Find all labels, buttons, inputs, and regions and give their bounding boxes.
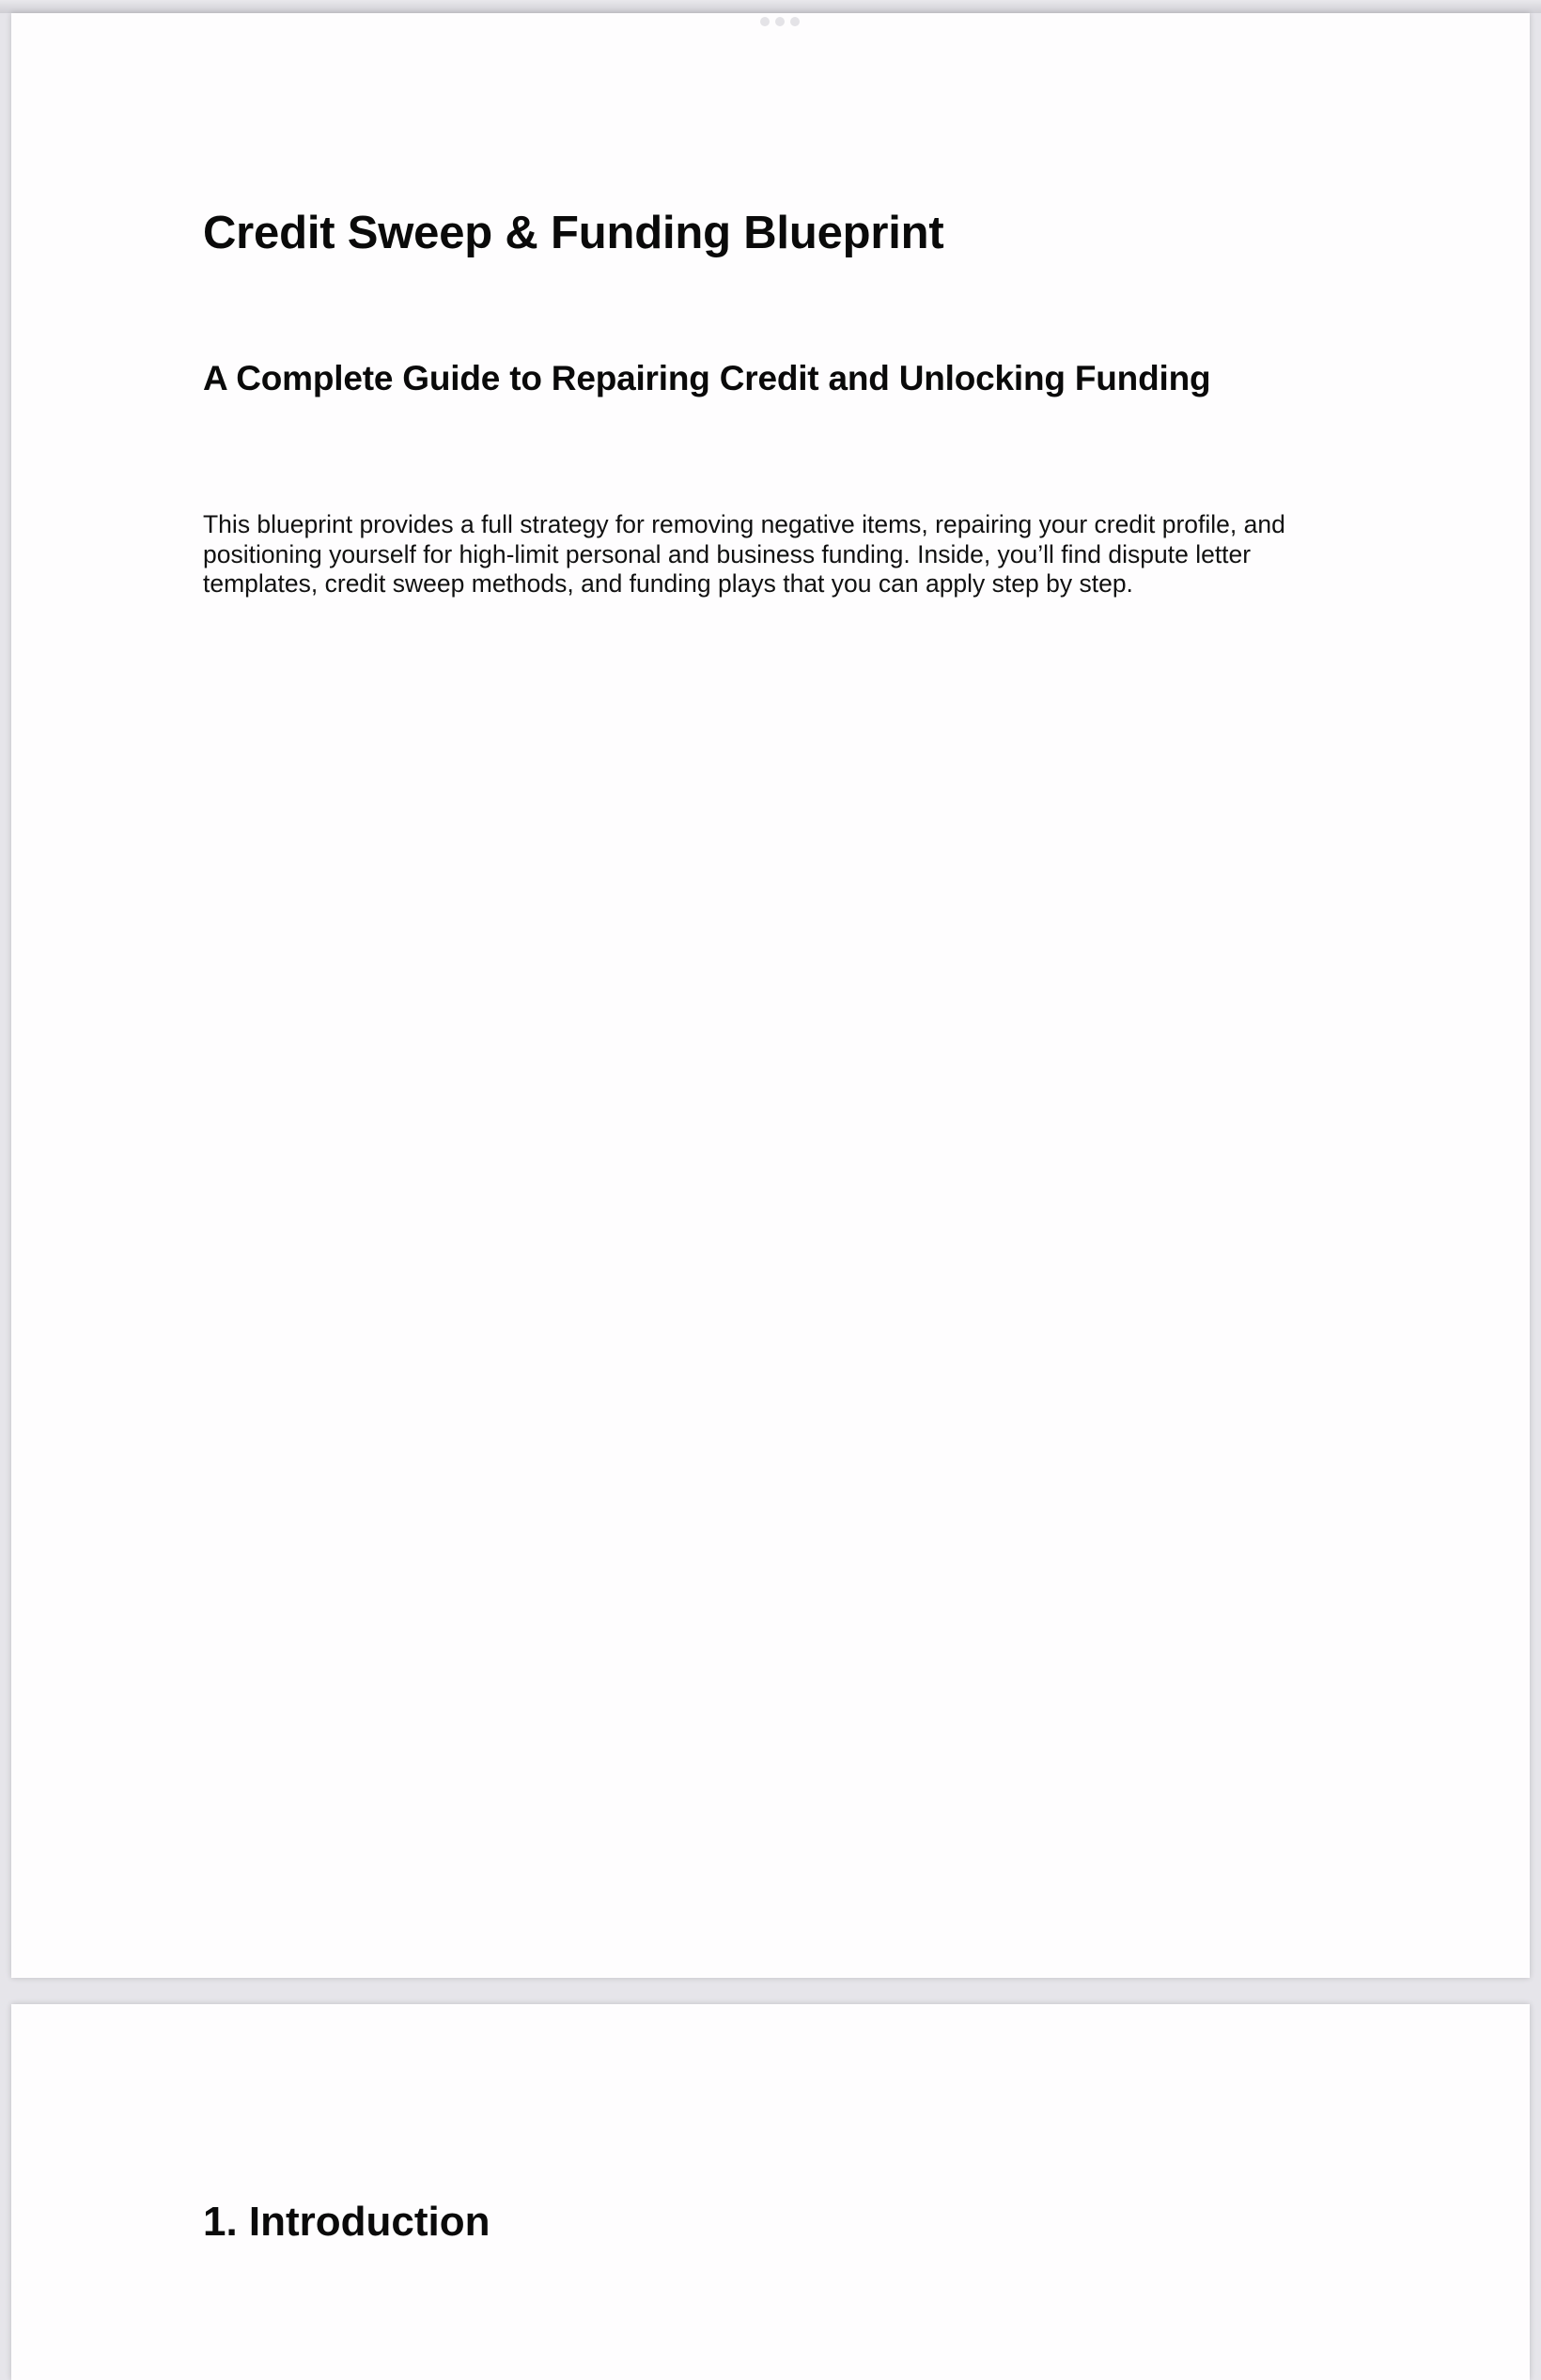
ellipsis-dots-icon[interactable]	[760, 17, 800, 26]
document-page-2	[11, 2004, 1530, 2380]
document-subtitle: A Complete Guide to Repairing Credit and Unlocking Funding	[203, 359, 1211, 397]
dot	[790, 17, 800, 26]
document-page-1	[11, 13, 1530, 1978]
section-heading-introduction: 1. Introduction	[203, 2199, 490, 2245]
intro-paragraph: This blueprint provides a full strategy for removing negative items, repairing your credit profile, and positioning yourself for high-limit personal and business funding. Inside, you’ll find dispute letter templates, credit sweep methods, and funding plays that you can apply step by step.	[203, 510, 1285, 598]
dot	[760, 17, 770, 26]
viewer-top-bar	[0, 0, 1541, 13]
document-title: Credit Sweep & Funding Blueprint	[203, 208, 944, 258]
dot	[775, 17, 785, 26]
